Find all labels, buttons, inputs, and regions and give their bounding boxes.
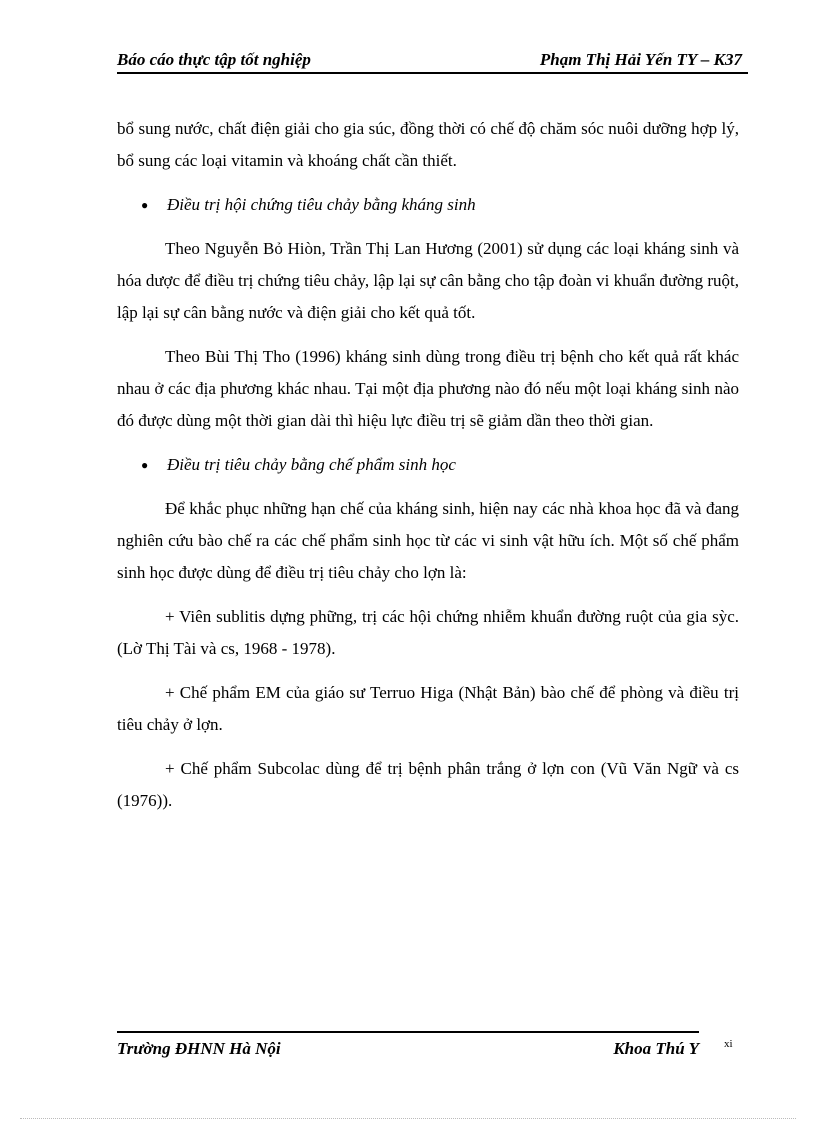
paragraph: + Chế phẩm Subcolac dùng để trị bệnh phân trắng ở lợn con (Vũ Văn Ngữ và cs (1976)).	[117, 759, 739, 810]
bullet-heading-text: Điều trị hội chứng tiêu chảy bằng kháng sinh	[167, 195, 476, 214]
paragraph: + Viên sublitis dựng phững, trị các hội chứng nhiễm khuẩn đường ruột của gia sỳc.(Lờ Thị Tài và cs, 1968 - 1978).	[117, 607, 739, 658]
header-report-title: Báo cáo thực tập tốt nghiệp	[117, 50, 311, 69]
paragraph: Theo Nguyễn Bỏ Hiòn, Trần Thị Lan Hương (2001) sử dụng các loại kháng sinh và hóa dược để điều trị chứng tiêu chảy, lập lại sự cân bằng cho tập đoàn vi khuẩn đường ruột, lập lại sự cân bằng nước và điện giải cho kết quả tốt.	[117, 239, 739, 322]
bullet-heading-text: Điều trị tiêu chảy bằng chế phẩm sinh học	[167, 455, 456, 474]
bullet-heading	[117, 189, 739, 221]
page-footer	[117, 1031, 699, 1063]
footer-faculty: Khoa Thú Y	[613, 1039, 699, 1058]
bullet-icon: ●	[141, 458, 149, 472]
document-body	[117, 113, 739, 817]
bullet-icon: ●	[141, 198, 149, 212]
bullet-heading	[117, 449, 739, 481]
paragraph: Để khắc phục những hạn chế của kháng sinh, hiện nay các nhà khoa học đã và đang nghiên cứu bào chế ra các chế phẩm sinh học từ các vi sinh vật hữu ích. Một số chế phẩm sinh học được dùng để điều trị tiêu chảy cho lợn là:	[117, 499, 739, 582]
footer-university: Trường ĐHNN Hà Nội	[117, 1039, 281, 1058]
paragraph: Theo Bùi Thị Tho (1996) kháng sinh dùng trong điều trị bệnh cho kết quả rất khác nhau ở các địa phương khác nhau. Tại một địa phương nào đó nếu một loại kháng sinh nào đó được dùng một thời gian dài thì hiệu lực điều trị sẽ giảm dần theo thời gian.	[117, 347, 739, 430]
page-number: xi	[724, 1038, 733, 1050]
page-header	[117, 46, 748, 74]
header-author: Phạm Thị Hải Yến TY – K37	[539, 50, 742, 69]
paragraph: bổ sung nước, chất điện giải cho gia súc, đồng thời có chế độ chăm sóc nuôi dưỡng hợp lý, bổ sung các loại vitamin và khoáng chất cần thiết.	[117, 119, 739, 170]
page-edge-divider	[20, 1118, 796, 1119]
paragraph: + Chế phẩm EM của giáo sư Terruo Higa (Nhật Bản) bào chế để phòng và điều trị tiêu chảy ở lợn.	[117, 683, 739, 734]
